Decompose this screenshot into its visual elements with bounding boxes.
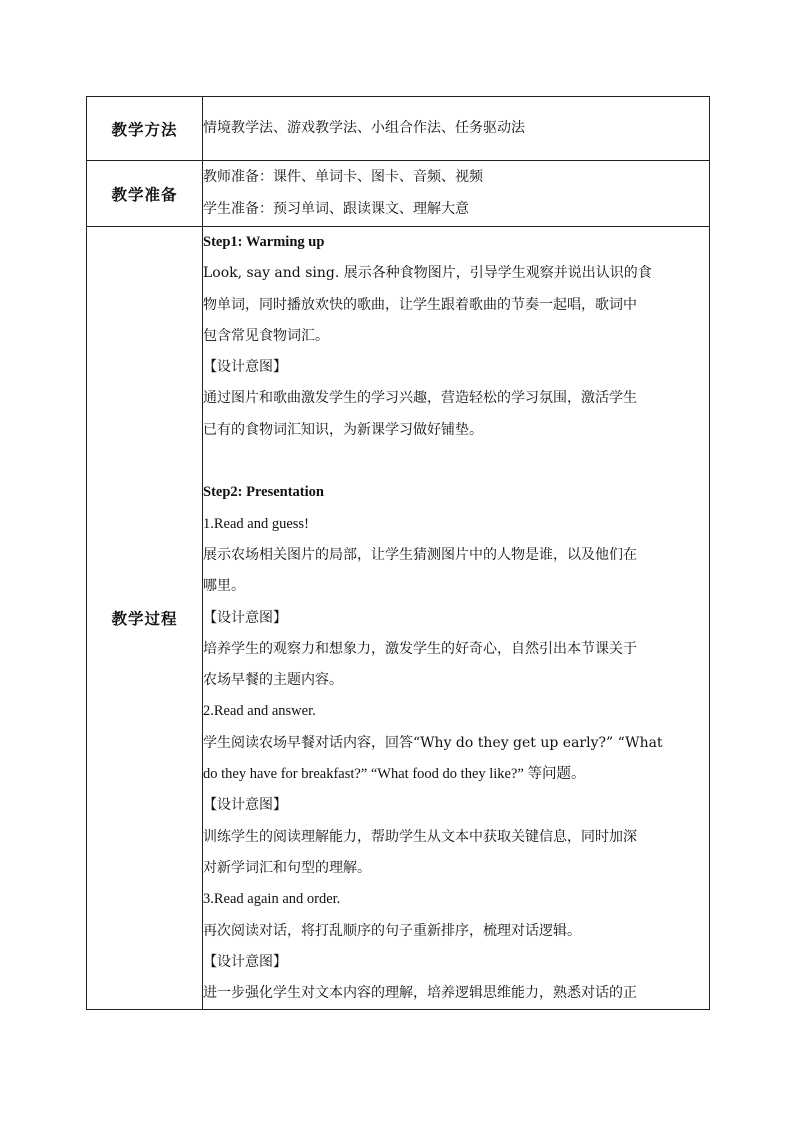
design-intent-label: 【设计意图】 — [203, 609, 287, 626]
content-line: 哪里。 — [203, 578, 245, 595]
content-line: 已有的食物词汇知识，为新课学习做好铺垫。 — [203, 421, 483, 438]
step-heading: Step2: Presentation — [203, 484, 324, 501]
row-content — [203, 227, 710, 1010]
table-row-teaching-preparation — [87, 161, 710, 227]
content-line: 训练学生的阅读理解能力，帮助学生从文本中获取关键信息，同时加深 — [203, 828, 637, 845]
row-content — [203, 97, 710, 161]
table-row-teaching-method — [87, 97, 710, 161]
row-content — [203, 161, 710, 227]
blank-line — [203, 446, 709, 477]
content-line: 物单词，同时播放欢快的歌曲，让学生跟着歌曲的节奏一起唱，歌词中 — [203, 296, 637, 313]
content-line: 情境教学法、游戏教学法、小组合作法、任务驱动法 — [203, 119, 525, 136]
content-line: 进一步强化学生对文本内容的理解，培养逻辑思维能力，熟悉对话的正 — [203, 985, 637, 1002]
activity-title: 2.Read and answer. — [203, 703, 316, 720]
content-line: 对新学词汇和句型的理解。 — [203, 859, 371, 876]
table-row-teaching-process — [87, 227, 710, 1010]
content-line: 教师准备：课件、单词卡、图卡、音频、视频 — [203, 169, 483, 186]
design-intent-label: 【设计意图】 — [203, 953, 287, 970]
design-intent-label: 【设计意图】 — [203, 359, 287, 376]
lesson-plan-table — [86, 96, 710, 1010]
row-label: 教学过程 — [87, 227, 203, 1010]
content-line: Look, say and sing. 展示各种食物图片，引导学生观察并说出认识的食 — [203, 265, 652, 282]
content-line: 展示农场相关图片的局部，让学生猜测图片中的人物是谁，以及他们在 — [203, 546, 637, 563]
content-line: do they have for breakfast?” “What food do they like?” 等问题。 — [203, 766, 586, 783]
design-intent-label: 【设计意图】 — [203, 797, 287, 814]
content-line: 通过图片和歌曲激发学生的学习兴趣，营造轻松的学习氛围，激活学生 — [203, 390, 637, 407]
content-line: 包含常见食物词汇。 — [203, 327, 329, 344]
content-line: 再次阅读对话，将打乱顺序的句子重新排序，梳理对话逻辑。 — [203, 922, 581, 939]
row-label: 教学方法 — [87, 97, 203, 161]
content-line: 学生阅读农场早餐对话内容，回答“Why do they get up early?” “What — [203, 734, 663, 751]
activity-title: 1.Read and guess! — [203, 515, 309, 532]
content-line: 农场早餐的主题内容。 — [203, 672, 343, 689]
content-line: 学生准备：预习单词、跟读课文、理解大意 — [203, 200, 469, 217]
step-heading: Step1: Warming up — [203, 234, 325, 250]
row-label: 教学准备 — [87, 161, 203, 227]
content-line: 培养学生的观察力和想象力，激发学生的好奇心，自然引出本节课关于 — [203, 640, 637, 657]
activity-title: 3.Read again and order. — [203, 891, 341, 908]
